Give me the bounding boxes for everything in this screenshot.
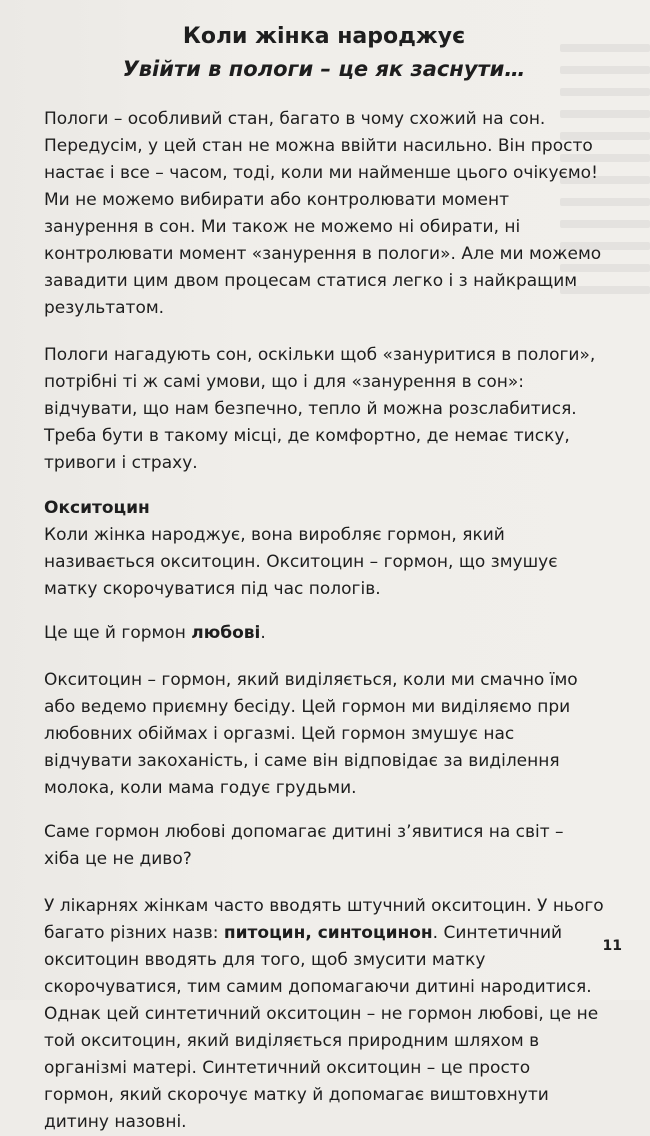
paragraph-oxytocin-effects: Окситоцин – гормон, який виділяється, коли ми смачно їмо або ведемо приємну бесіду. Цей гормон ми виділяємо при любовних обіймах і оргазмі. Цей гормон змушує нас відчувати закоханість, і саме він відповідає за виділення молока, коли мама годує грудьми. [44,670,578,798]
paragraph-sleep-conditions: Пологи нагадують сон, оскільки щоб «зануритися в пологи», потрібні ті ж самі умови, що і для «занурення в сон»: відчувати, що нам безпечно, тепло й можна розслабитися. Треба бути в такому місці, де комфортно, де немає тиску, тривоги і страху. [44,345,596,473]
paragraph-miracle: Саме гормон любові допомагає дитині з’явитися на світ – хіба це не диво? [44,822,564,869]
paragraph-oxytocin-definition: Коли жінка народжує, вона виробляє гормон, який називається окситоцин. Окситоцин – гормон, що змушує матку скорочуватися під час пологів. [44,525,558,599]
paragraph-love-hormone-text: Це ще й гормон [44,623,192,643]
chapter-subtitle: Увійти в пологи – це як заснути… [122,57,526,81]
paragraph-synthetic-oxytocin [44,893,604,1136]
paragraph-love-hormone [44,620,604,647]
section-heading-oxytocin: Окситоцин [44,498,150,518]
chapter-title: Коли жінка народжує [182,24,466,49]
emphasis-drug-names: питоцин, синтоцинон [223,923,433,943]
page-number: 11 [602,938,622,954]
paragraph-synthetic-end: . Синтетичний окситоцин вводять для того, щоб змусити матку скорочуватися, тим самим допомагаючи дитині народитися. Однак цей синтетичний окситоцин – не гормон любові, це не той окситоцин, який виділяється природним шляхом в організмі матері. Синтетичний окситоцин – це просто гормон, який скорочує матку й допомагає виштовхнути дитину назовні. [44,923,599,1132]
paragraph-synthetic-start: У лікарнях жінкам часто вводять штучний окситоцин. У нього багато різних назв: [44,896,604,943]
page-content [44,22,604,1136]
emphasis-love: любові [191,623,261,643]
paragraph-intro: Пологи – особливий стан, багато в чому схожий на сон. Передусім, у цей стан не можна ввійти насильно. Він просто настає і все – часом, тоді, коли ми найменше цього очікуємо! Ми не можемо вибирати або контролювати момент занурення в сон. Ми також не можемо ні обирати, ні контролювати момент «занурення в пологи». Але ми можемо завадити цим двом процесам статися легко і з найкращим результатом. [44,109,602,318]
paragraph-love-hormone-end: . [260,623,266,643]
